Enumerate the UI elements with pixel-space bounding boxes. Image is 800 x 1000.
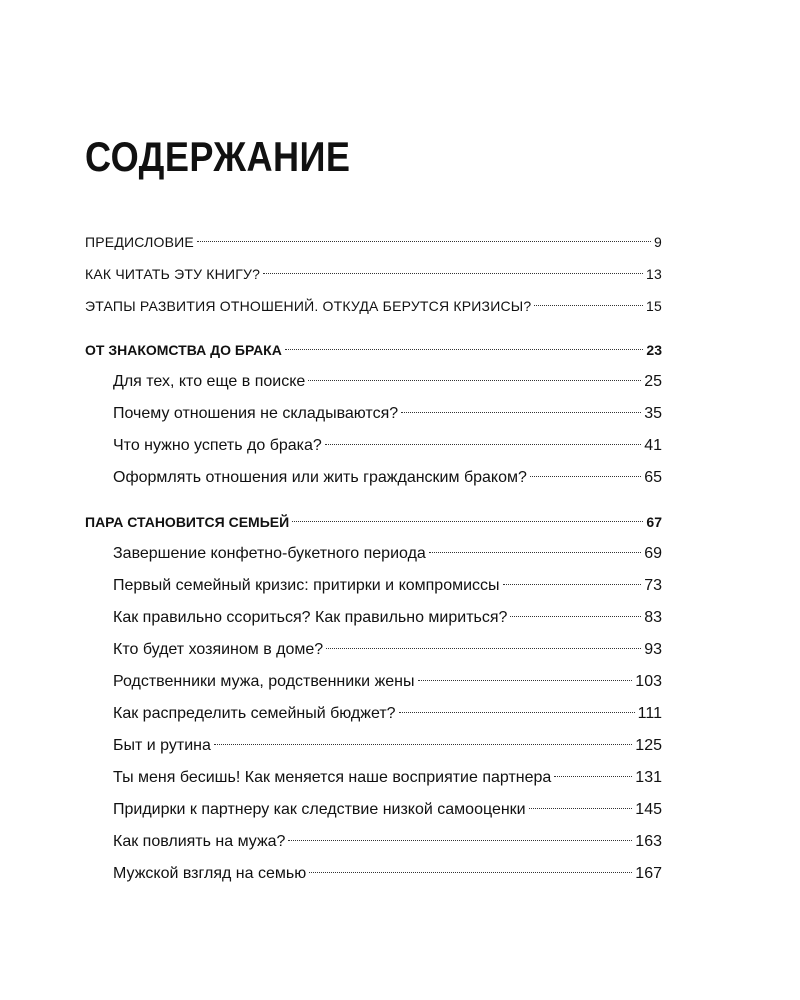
toc-page-number: 67 <box>646 514 662 530</box>
toc-entry-title: ОТ ЗНАКОМСТВА ДО БРАКА <box>85 342 282 358</box>
dot-leader <box>214 744 632 745</box>
dot-leader <box>399 712 635 713</box>
toc-entry-title: Оформлять отношения или жить гражданским браком? <box>113 469 527 486</box>
toc-entry-title: Быт и рутина <box>113 737 211 754</box>
toc-entry-title: Ты меня бесишь! Как меняется наше восприятие партнера <box>113 769 552 786</box>
toc-page-number: 25 <box>644 373 662 390</box>
dot-leader <box>197 241 651 242</box>
toc-subentry[interactable] <box>85 634 662 666</box>
dot-leader <box>401 412 641 413</box>
toc-subentry[interactable] <box>85 462 662 494</box>
toc-page-number: 93 <box>644 641 662 658</box>
dot-leader <box>263 273 643 274</box>
toc-entry-title: Кто будет хозяином в доме? <box>113 641 324 658</box>
toc-page-number: 69 <box>644 545 662 562</box>
toc-entry-title: Почему отношения не складываются? <box>113 405 399 422</box>
dot-leader <box>503 584 642 585</box>
dot-leader <box>530 476 641 477</box>
dot-leader <box>429 552 641 553</box>
toc-page-number: 73 <box>644 577 662 594</box>
toc-subentry[interactable] <box>85 538 662 570</box>
toc-subentry[interactable] <box>85 602 662 634</box>
toc-page-number: 35 <box>644 405 662 422</box>
dot-leader <box>285 349 644 350</box>
toc-subentry[interactable] <box>85 730 662 762</box>
toc-entry-title: Завершение конфетно-букетного периода <box>113 545 426 562</box>
toc-subentry[interactable] <box>85 858 662 890</box>
dot-leader <box>554 776 632 777</box>
toc-page-number: 125 <box>635 737 662 754</box>
toc-page-number: 83 <box>644 609 662 626</box>
toc-page-number: 65 <box>644 469 662 486</box>
toc-entry[interactable] <box>85 258 662 290</box>
toc-page-number: 167 <box>635 865 662 882</box>
toc-entry-title: Для тех, кто еще в поиске <box>113 373 306 390</box>
table-of-contents <box>85 226 662 890</box>
toc-subentry[interactable] <box>85 666 662 698</box>
toc-page-number: 13 <box>646 266 662 282</box>
toc-page-number: 15 <box>646 298 662 314</box>
dot-leader <box>534 305 643 306</box>
dot-leader <box>308 380 641 381</box>
toc-subentry[interactable] <box>85 762 662 794</box>
toc-page-number: 9 <box>654 234 662 250</box>
toc-subentry[interactable] <box>85 698 662 730</box>
toc-entry-title: Первый семейный кризис: притирки и компромиссы <box>113 577 500 594</box>
dot-leader <box>529 808 633 809</box>
dot-leader <box>418 680 633 681</box>
toc-entry-title: Как распределить семейный бюджет? <box>113 705 396 722</box>
toc-page-number: 163 <box>635 833 662 850</box>
dot-leader <box>510 616 641 617</box>
toc-entry[interactable] <box>85 226 662 258</box>
toc-entry-title: ПРЕДИСЛОВИЕ <box>85 234 194 250</box>
toc-page-number: 131 <box>635 769 662 786</box>
toc-subentry[interactable] <box>85 430 662 462</box>
toc-entry-title: Что нужно успеть до брака? <box>113 437 322 454</box>
toc-page-number: 103 <box>635 673 662 690</box>
dot-leader <box>288 840 632 841</box>
dot-leader <box>292 521 643 522</box>
toc-subentry[interactable] <box>85 366 662 398</box>
dot-leader <box>326 648 641 649</box>
toc-subentry[interactable] <box>85 398 662 430</box>
toc-section-entry[interactable] <box>85 334 662 366</box>
toc-entry-title: КАК ЧИТАТЬ ЭТУ КНИГУ? <box>85 266 261 282</box>
toc-subentry[interactable] <box>85 794 662 826</box>
page-title: СОДЕРЖАНИЕ <box>85 133 351 180</box>
toc-subentry[interactable] <box>85 570 662 602</box>
toc-page-number: 111 <box>637 705 662 722</box>
toc-entry-title: ПАРА СТАНОВИТСЯ СЕМЬЕЙ <box>85 514 290 530</box>
toc-subentry[interactable] <box>85 826 662 858</box>
dot-leader <box>325 444 641 445</box>
toc-section-entry[interactable] <box>85 506 662 538</box>
dot-leader <box>309 872 632 873</box>
toc-entry-title: Придирки к партнеру как следствие низкой самооценки <box>113 801 526 818</box>
toc-page-number: 145 <box>635 801 662 818</box>
toc-page-number: 23 <box>646 342 662 358</box>
toc-entry-title: Как повлиять на мужа? <box>113 833 286 850</box>
toc-page-number: 41 <box>644 437 662 454</box>
toc-entry-title: ЭТАПЫ РАЗВИТИЯ ОТНОШЕНИЙ. ОТКУДА БЕРУТСЯ КРИЗИСЫ? <box>85 298 532 314</box>
toc-entry-title: Как правильно ссориться? Как правильно мириться? <box>113 609 508 626</box>
toc-entry[interactable] <box>85 290 662 322</box>
toc-entry-title: Родственники мужа, родственники жены <box>113 673 415 690</box>
toc-entry-title: Мужской взгляд на семью <box>113 865 307 882</box>
